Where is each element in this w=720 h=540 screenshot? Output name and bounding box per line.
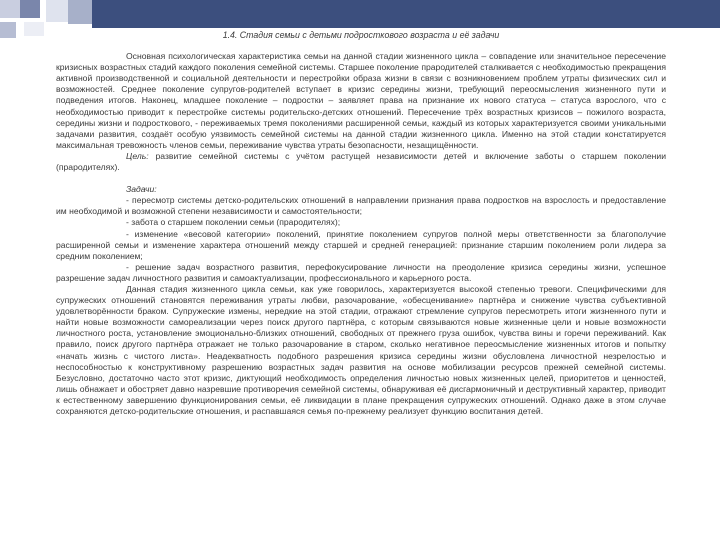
header-bar	[92, 0, 720, 28]
decor-square	[68, 0, 92, 24]
tasks-label: Задачи:	[126, 184, 157, 195]
task-item: - забота о старшем поколении семьи (прародителях);	[126, 217, 341, 228]
decor-square	[0, 0, 20, 18]
closing-paragraph: Данная стадия жизненного цикла семьи, как уже говорилось, характеризуется высокой степенью тревоги. Специфическими для супружеских отношений становятся переживания утраты любви, разочарование, «обесценивание» партнёра и снижение чувства субъективной удовлетворённости браком. Супружеские измены, нередкие на этой стадии, отражают стремление супругов пересмотреть итоги жизненного пути и найти новые возможности самореализации через поиск другого партнёра, с которым связываются новые жизненные цели и новые возможности личностного роста, установление эмоционально-близких отношений, свободных от прежнего груза ошибок, чувства вины и горечи переживаний. Как правило, поиск другого партнёра отражает не только разочарование в старом, сколько негативное переосмысление жизненных итогов и попытку «начать жизнь с чистого листа». Неадекватность подобного разрешения кризиса середины жизни обусловлена личностной незрелостью и неспособностью к конструктивному разрешению возрастных задач развития на основе мобилизации ресурсов прежней семейной системы. Безусловно, достаточно часто этот кризис, диктующий необходимость определения личностью новых жизненных целей, приоритетов и ценностей, лишь обнажает и обостряет давно назревшие противоречия семейной системы, обнаруживая её дисгармоничный и деструктивный характер, приводит к естественному завершению функционирования семьи, её ликвидации в плане прекращения супружеских отношений. Однако даже в этом случае сохраняются детско-родительские отношения, и распавшаяся семья по-прежнему реализует функцию воспитания детей.	[56, 283, 666, 416]
decor-square	[0, 22, 16, 38]
goal-paragraph	[56, 151, 666, 173]
decor-square	[20, 0, 40, 18]
decor-square	[24, 22, 44, 36]
goal-label: Цель:	[126, 150, 149, 161]
task-item: - изменение «весовой категории» поколений, принятие поколением супругов полной меры ответственности за благополучие расширенной семьи и изменение характера отношений между старшей и средней генерацией: признание старшим поколением роли лидера за средним поколением;	[56, 228, 666, 261]
slide-content	[56, 30, 666, 417]
goal-text: развитие семейной системы с учётом растущей независимости детей и включение заботы о старшем поколении (прародителях).	[56, 150, 666, 173]
task-item: - решение задач возрастного развития, перефокусирование личности на преодоление кризиса середины жизни, успешное разрешение задач личностного развития и самоактуализации, профессионального и карьерного роста.	[56, 261, 666, 283]
task-item: - пересмотр системы детско-родительских отношений в направлении признания права подростков на взрослость и предоставление им необходимой и возможной степени независимости и самостоятельности;	[56, 195, 666, 217]
intro-paragraph: Основная психологическая характеристика семьи на данной стадии жизненного цикла – совпадение или значительное пересечение кризисных возрастных стадий каждого поколения семейной системы. Старшее поколение прародителей сталкивается с необходимостью прекращения активной производственной и социальной деятельности и перестройки образа жизни в связи с возникновением проблем утраты физических сил и возможностей. Среднее поколение супругов-родителей вступает в кризис середины жизни, требующий переосмысления жизненного пути и подведения итогов. Наконец, младшее поколение – подростки – заявляет права на признание их нового статуса – статуса взрослого, что с необходимостью приводит к перестройке системы родительско-детских отношений. Пересечение трёх возрастных кризисов – пожилого возраста, середины жизни и подросткового, - переживаемых тремя поколениями расширенной семьи, каждый из которых характеризуется своими уникальными задачами развития, создаёт особую уязвимость семейной системы на данной стадии жизненного цикла. Именно на этой стадии констатируется максимальная тревожность членов семьи, переживание чувства утраты безопасности, незащищённости.	[56, 51, 666, 150]
page-title: 1.4. Стадия семьи с детьми подросткового возраста и её задачи	[222, 30, 500, 40]
decor-square	[46, 0, 68, 22]
